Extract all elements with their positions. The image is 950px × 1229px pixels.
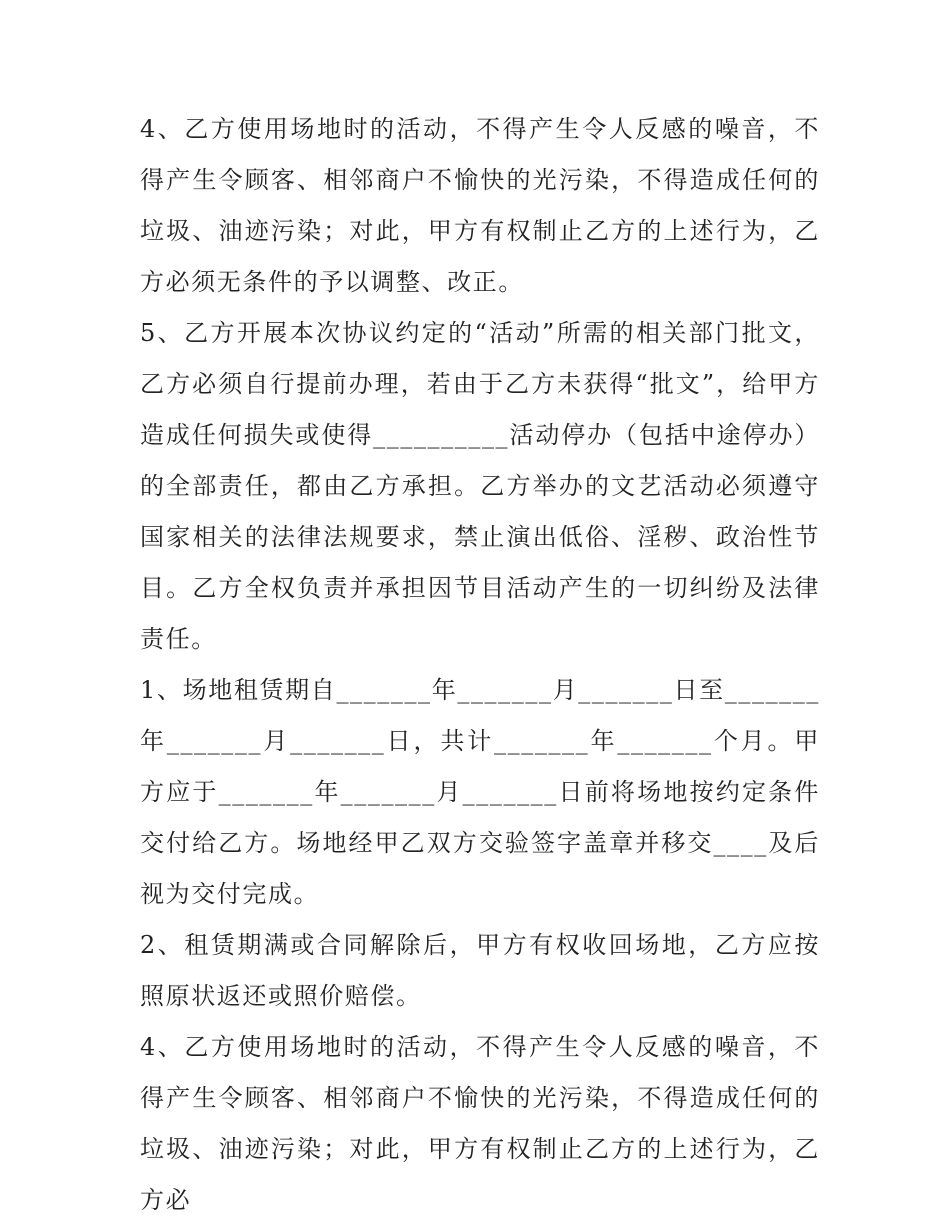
paragraph-clause-5: 5、乙方开展本次协议约定的“活动”所需的相关部门批文，乙方必须自行提前办理，若由于乙方未获得“批文”，给甲方造成任何损失或使得__________活动停办（包括中途停办）的全部责任，都由乙方承担。乙方举办的文艺活动必须遵守国家相关的法律法规要求，禁止演出低俗、淫秽、政治性节目。乙方全权负责并承担因节目活动产生的一切纠纷及法律责任。 [140,319,820,653]
document-body [140,104,820,1226]
paragraph-lease-term: 1、场地租赁期自_______年_______月_______日至_______年_______月_______日，共计_______年_______个月。甲方应于_______年_______月_______日前将场地按约定条件交付给乙方。场地经甲乙双方交验签字盖章并移交____及后视为交付完成。 [140,676,820,908]
paragraph-clause-4: 4、乙方使用场地时的活动，不得产生令人反感的噪音，不得产生令顾客、相邻商户不愉快的光污染，不得造成任何的垃圾、油迹污染；对此，甲方有权制止乙方的上述行为，乙方必须无条件的予以调整、改正。 [140,115,820,296]
paragraph-lease-expiry: 2、租赁期满或合同解除后，甲方有权收回场地，乙方应按照原状返还或照价赔偿。 [140,931,820,1010]
paragraph-clause-4-repeat: 4、乙方使用场地时的活动，不得产生令人反感的噪音，不得产生令顾客、相邻商户不愉快的光污染，不得造成任何的垃圾、油迹污染；对此，甲方有权制止乙方的上述行为，乙方必 [140,1033,820,1214]
